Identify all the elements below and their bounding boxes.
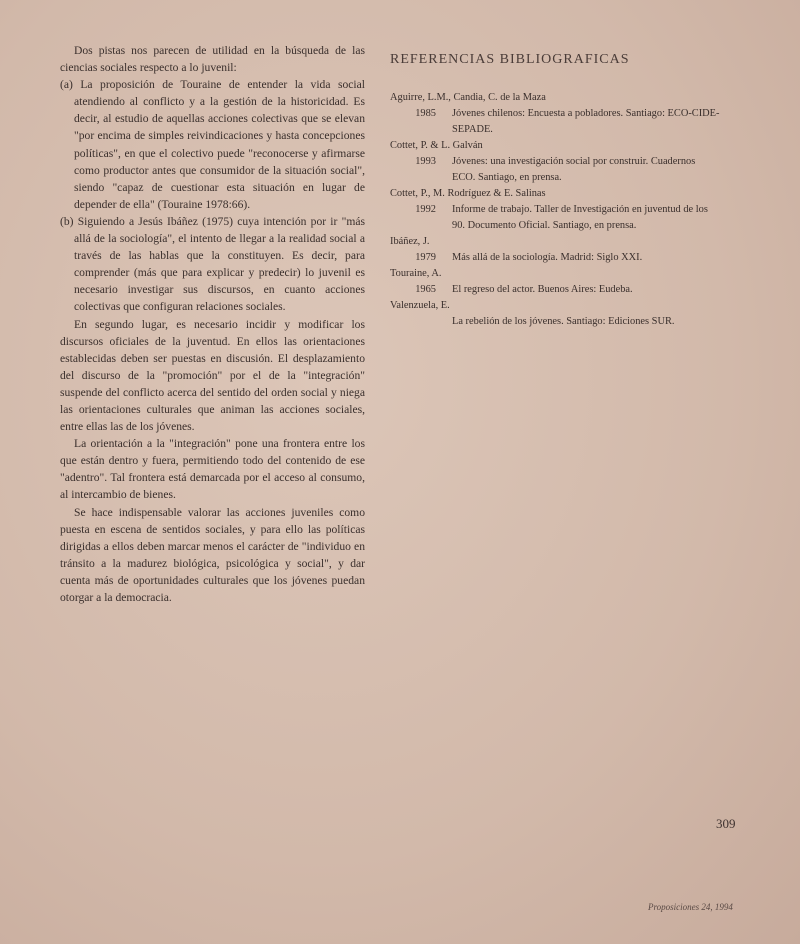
paragraph: Dos pistas nos parecen de utilidad en la búsqueda de las ciencias sociales respecto a lo juvenil: xyxy=(60,44,365,75)
journal-footer: Proposiciones 24, 1994 xyxy=(648,902,733,912)
reference-item xyxy=(390,90,720,138)
reference-author: Aguirre, L.M., Candia, C. de la Maza xyxy=(390,92,546,103)
reference-item xyxy=(390,266,720,298)
reference-author: Cottet, P., M. Rodríguez & E. Salinas xyxy=(390,188,546,199)
reference-year: 1985 xyxy=(415,108,436,119)
reference-author: Touraine, A. xyxy=(390,268,442,279)
reference-text: La rebelión de los jóvenes. Santiago: Ediciones SUR. xyxy=(452,316,675,327)
reference-author: Ibáñez, J. xyxy=(390,236,430,247)
paragraph: (a) La proposición de Touraine de entender la vida social atendiendo al conflicto y a la gestión de la historicidad. Es decir, al estudio de aquellas acciones colectivas que se elevan "por encima de simples reivindicaciones y hasta concepciones políticas", en que el colectivo puede "reconocerse y afirmarse como productor antes que consumidor de la situación social", siendo "capaz de cuestionar esta situación en lugar de depender de ella" (Touraine 1978:66). xyxy=(60,78,365,211)
paragraph: (b) Siguiendo a Jesús Ibáñez (1975) cuya intención por ir "más allá de la sociología", el intento de llegar a la realidad social a través de las hablas que la constituyen. Es decir, para comprender (más que para explicar y predecir) lo juvenil es necesario investigar sus discursos, en cuanto acciones colectivas que configuran relaciones sociales. xyxy=(60,214,365,314)
reference-year: 1979 xyxy=(415,252,436,263)
page-number: 309 xyxy=(716,816,736,831)
reference-year xyxy=(390,314,452,330)
reference-year: 1992 xyxy=(415,204,436,215)
left-text-column xyxy=(60,42,365,606)
reference-year: 1993 xyxy=(415,156,436,167)
reference-item xyxy=(390,186,720,234)
reference-year: 1965 xyxy=(415,284,436,295)
references-column xyxy=(390,52,720,330)
paragraph: Se hace indispensable valorar las acciones juveniles como puesta en escena de sentidos sociales, y para ello las políticas dirigidas a ellos deben marcar menos el carácter de "individuo en tránsito a la madurez biológica, psicológica y social", y dar cuenta más de oportunidades culturales que los jóvenes puedan otorgar a la democracia. xyxy=(60,505,365,604)
reference-text: El regreso del actor. Buenos Aires: Eudeba. xyxy=(452,284,633,295)
reference-text: Más allá de la sociología. Madrid: Siglo XXI. xyxy=(452,252,643,263)
reference-author: Valenzuela, E. xyxy=(390,300,450,311)
paragraph: En segundo lugar, es necesario incidir y modificar los discursos oficiales de la juventud. En ellos las orientaciones establecidas deben ser puestas en discusión. El desplazamiento del discurso de la "promoción" por el de la "integración" suspende del conflicto acerca del sentido del orden social y niega las orientaciones culturales que animan las acciones sociales, entre ellas las de los jóvenes. xyxy=(60,317,365,434)
reference-text: Jóvenes: una investigación social por construir. Cuadernos ECO. Santiago, en prensa. xyxy=(452,156,696,183)
reference-item xyxy=(390,298,720,330)
reference-item xyxy=(390,234,720,266)
references-heading: REFERENCIAS BIBLIOGRAFICAS xyxy=(390,52,630,67)
paragraph: La orientación a la "integración" pone una frontera entre los que están dentro y fuera, permitiendo todo del contenido de ese "adentro". Tal frontera está demarcada por el acceso al consumo, al intercambio de bienes. xyxy=(60,437,365,502)
reference-item xyxy=(390,138,720,186)
reference-author: Cottet, P. & L. Galván xyxy=(390,140,483,151)
reference-text: Informe de trabajo. Taller de Investigación en juventud de los 90. Documento Oficial. Santiago, en prensa. xyxy=(452,204,708,231)
reference-text: Jóvenes chilenos: Encuesta a pobladores. Santiago: ECO-CIDE-SEPADE. xyxy=(452,108,720,135)
